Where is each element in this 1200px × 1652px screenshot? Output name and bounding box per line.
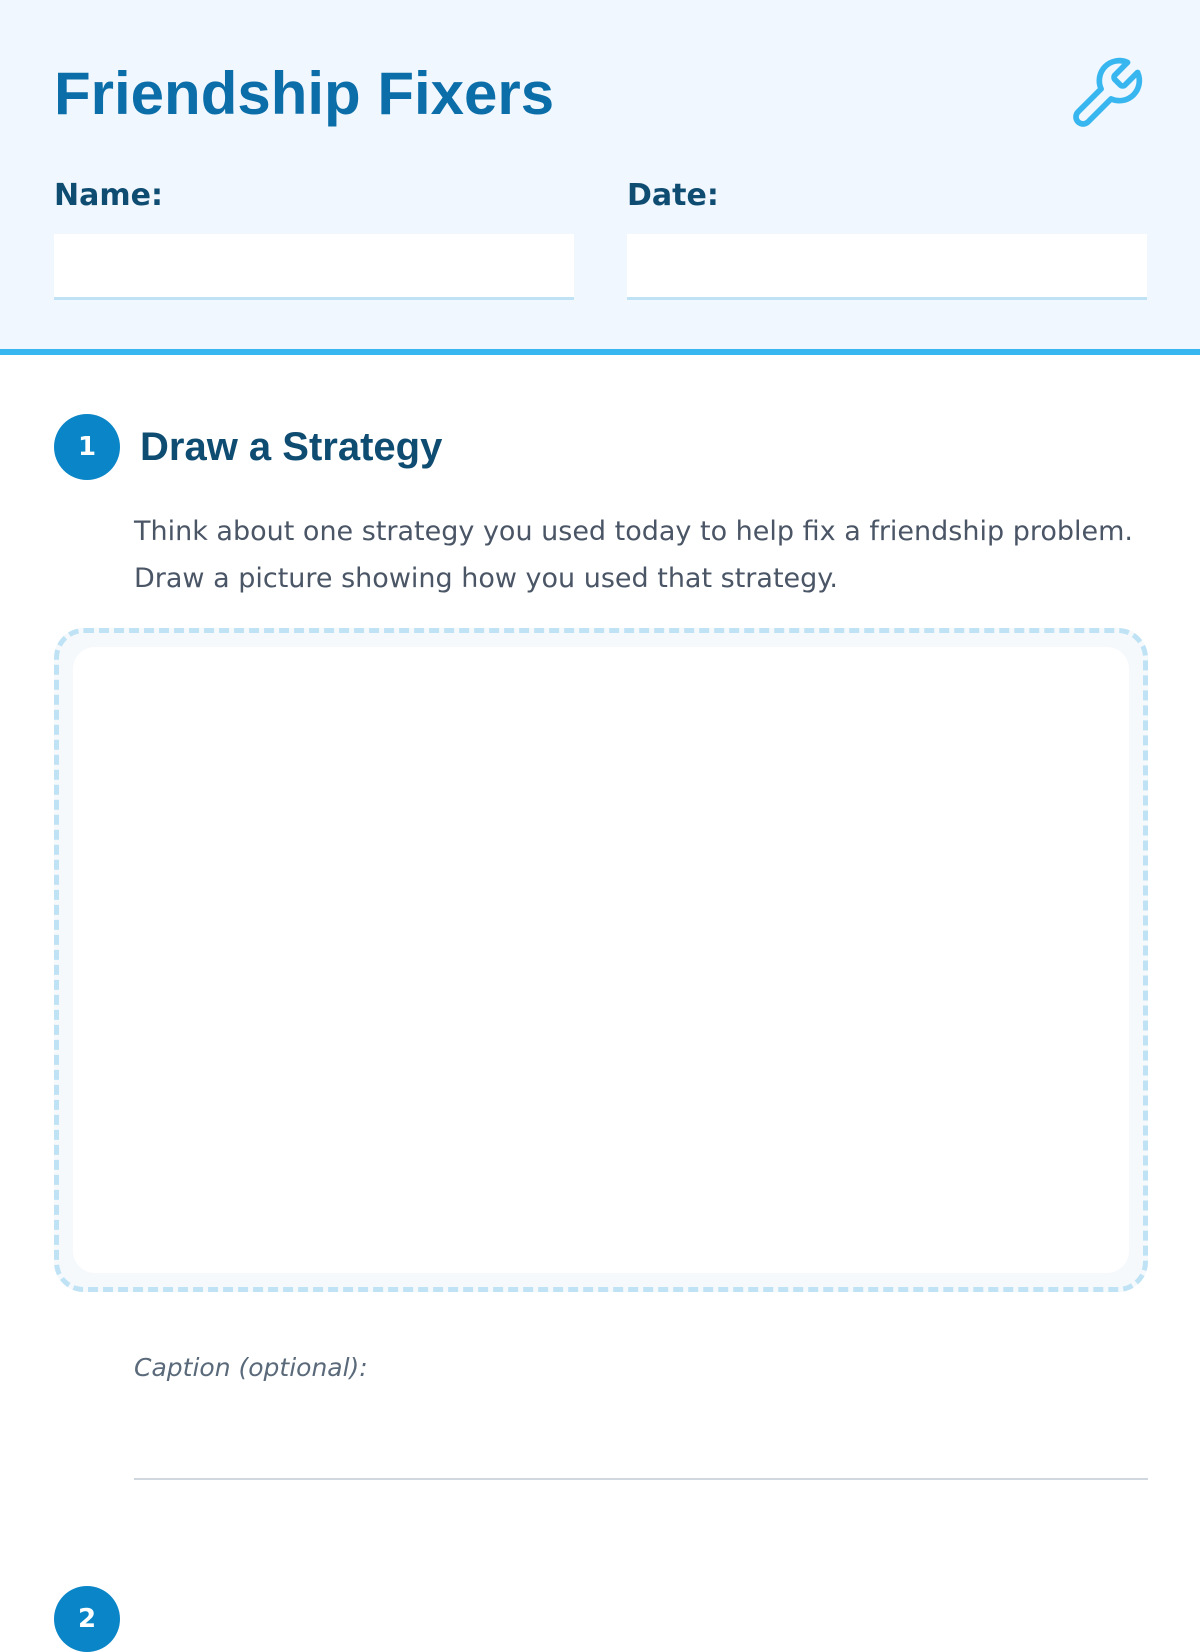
drawing-canvas[interactable] [73,647,1129,1273]
caption-label: Caption (optional): [134,1353,368,1382]
date-input[interactable] [627,234,1147,300]
step-number-badge: 2 [54,1586,120,1652]
name-input[interactable] [54,234,574,300]
worksheet-header [0,0,1200,355]
name-label: Name: [54,178,163,213]
page-title: Friendship Fixers [54,60,555,127]
instruction-line: Draw a picture showing how you used that strategy. [134,563,838,594]
wrench-icon [1066,54,1146,134]
caption-input[interactable] [134,1400,1148,1480]
section-title: Draw a Strategy [140,425,443,469]
step-number-badge: 1 [54,414,120,480]
drawing-area[interactable] [54,628,1148,1292]
instruction-line: Think about one strategy you used today to help fix a friendship problem. [134,516,1133,547]
date-label: Date: [627,178,719,213]
instructions [134,508,1154,602]
